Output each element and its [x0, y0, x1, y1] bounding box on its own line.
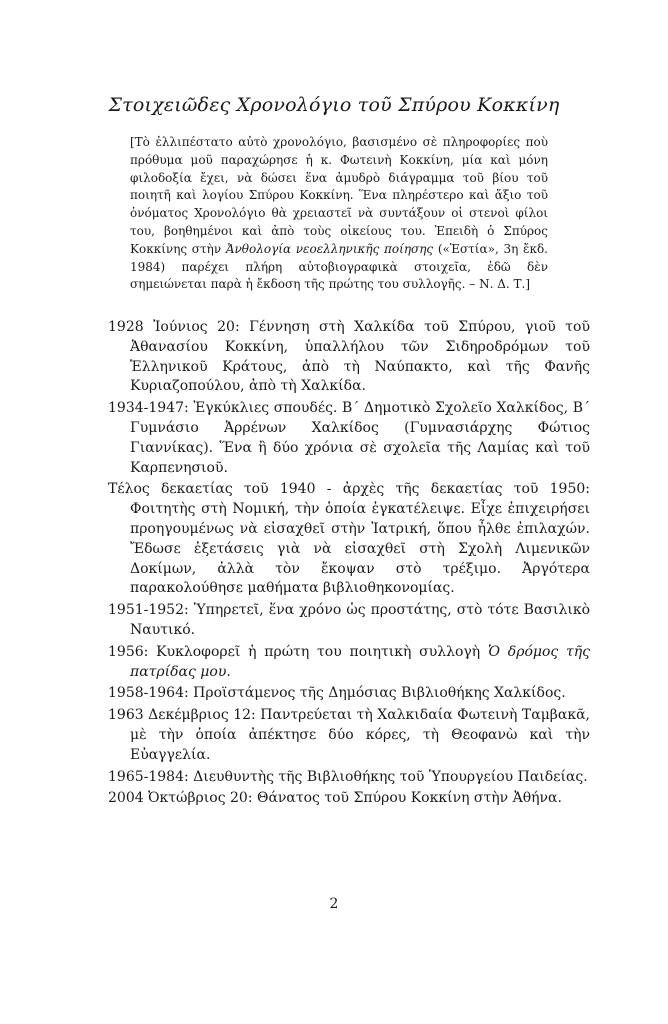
entry-text: Τέλος δεκαετίας τοῦ 1940 - ἀρχὲς τῆς δεκαετίας τοῦ 1950: Φοιτητὴς στὴ Νομική, τὴν ὁποία ἐγκατέλειψε. Εἶχε ἐπιχειρήσει προηγουμένως νὰ εἰσαχθεῖ στὴν Ἰατρική, ὅπου ἦλθε ἐπιλαχών. Ἔδωσε ἐξετάσεις γιὰ νὰ εἰσαχθεῖ στὴ Σχολὴ Λιμενικῶν Δοκίμων, ἀλλὰ τὸν ἔκοψαν στὸ τρέξιμο. Ἀργότερα παρακολούθησε μαθήματα βιβλιοθηκονομίας.: [108, 481, 590, 597]
chronology-entry: [108, 601, 590, 641]
entry-text: 1951-1952: Ὑπηρετεῖ, ἕνα χρόνο ὡς προστάτης, στὸ τότε Βασιλικὸ Ναυτικό.: [108, 602, 590, 638]
chronology-entry: [108, 684, 590, 704]
chronology-entry: [108, 706, 590, 765]
chronology-entry: [108, 789, 590, 809]
entry-text: 2004 Ὀκτώβριος 20: Θάνατος τοῦ Σπύρου Κοκκίνη στὴν Ἀθήνα.: [108, 790, 562, 807]
entry-text: 1963 Δεκέμβριος 12: Παντρεύεται τὴ Χαλκιδαία Φωτεινὴ Ταμβακᾶ, μὲ τὴν ὁποία ἀπέκτησε δύο κόρες, τὴ Θεοφανὼ καὶ τὴν Εὐαγγελία.: [108, 707, 590, 763]
chronology-entry: [108, 480, 590, 599]
entry-text: 1928 Ἰούνιος 20: Γέννηση στὴ Χαλκίδα τοῦ Σπύρου, γιοῦ τοῦ Ἀθανασίου Κοκκίνη, ὑπαλλήλου τῶν Σιδηροδρόμων τοῦ Ἑλληνικοῦ Κράτους, ἀπὸ τὴ Ναύπακτο, καὶ τῆς Φανῆς Κυριαζοπούλου, ἀπὸ τὴ Χαλκίδα.: [108, 319, 590, 395]
chronology-entry: [108, 643, 590, 683]
note-text-before: [Τὸ ἐλλιπέστατο αὐτὸ χρονολόγιο, βασισμένο σὲ πληροφορίες ποὺ πρόθυμα μοῦ παραχώρησε ἡ κ. Φωτεινὴ Κοκκίνη, μία καὶ μόνη φιλοδοξία ἔχει, νὰ δώσει ἕνα ἀμυδρὸ διάγραμμα τοῦ βίου τοῦ ποιητῆ καὶ λογίου Σπύρου Κοκκίνη. Ἕνα πληρέστερο καὶ ἄξιο τοῦ ὀνόματος Χρονολόγιο θὰ χρειαστεῖ νὰ συντάξουν οἱ στενοὶ φίλοι του, βοηθημένοι καὶ ἀπὸ τοὺς οἰκείους του. Ἐπειδὴ ὁ Σπύρος Κοκκίνης στὴν: [130, 135, 548, 256]
note-italic-title: Ἀνθολογία νεοελληνικῆς ποίησης: [225, 241, 434, 256]
entry-text: 1958-1964: Προϊστάμενος τῆς Δημόσιας Βιβλιοθήκης Χαλκίδος.: [108, 685, 566, 702]
chronology-entry: [108, 318, 590, 397]
chronology-entry: [108, 768, 590, 788]
entry-text: 1956: Κυκλοφορεῖ ἡ πρώτη του ποιητικὴ συλλογὴ: [108, 643, 488, 660]
note-text-after: («Ἑστία», 3η ἔκδ. 1984) παρέχει πλήρη αὐτοβιογραφικὰ στοιχεῖα, ἐδῶ δὲν σημειώνεται παρὰ ἡ ἔκδοση τῆς πρώτης του συλλογῆς. – Ν. Δ. Τ.]: [130, 241, 548, 292]
editor-note: [130, 134, 548, 294]
chronology-entry: [108, 399, 590, 478]
entry-italic-title: Ὁ δρόμος τῆς πατρίδας μου: [130, 643, 590, 680]
page-number: 2: [329, 896, 339, 912]
entry-text: 1934-1947: Ἐγκύκλιες σπουδές. Β΄ Δημοτικὸ Σχολεῖο Χαλκίδος, Β΄ Γυμνάσιο Ἀρρένων Χαλκίδος (Γυμνασιάρχης Φώτιος Γιαννίκας). Ἕνα ἢ δύο χρόνια σὲ σχολεῖα τῆς Λαμίας καὶ τοῦ Καρπενησιοῦ.: [108, 400, 590, 476]
entry-text-after: .: [226, 663, 231, 680]
entry-text: 1965-1984: Διευθυντὴς τῆς Βιβλιοθήκης τοῦ Ὑπουργείου Παιδείας.: [108, 768, 588, 785]
page-title: Στοιχειῶδες Χρονολόγιο τοῦ Σπύρου Κοκκίνη: [108, 94, 560, 116]
chronology-list: [108, 318, 590, 811]
